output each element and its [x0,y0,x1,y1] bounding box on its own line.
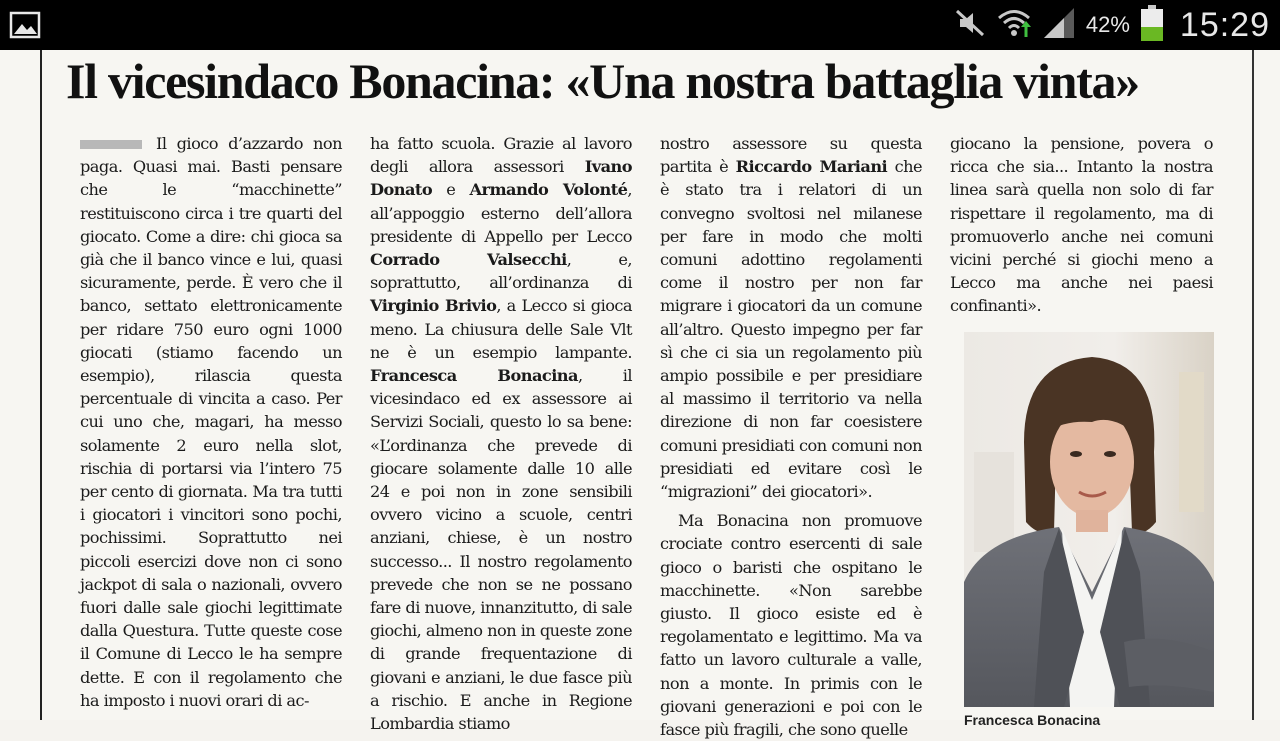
person-name: Armando Volonté [469,180,628,200]
lead-marker [80,140,142,149]
person-name: Riccardo Mariani [735,157,888,177]
article-column-4 [950,132,1213,318]
column-text: Ma Bonacina non promuove crociate contro esercenti di sale gioco o baristi che ospitano le macchinette. «Non sarebbe giusto. Il gioco esiste ed è regolamentato e legittimo. Ma va fatto un lavoro culturale a valle, non a monte. In primis con le giovani generazioni e poi con le fasce più fragili, che sono quelle [660,511,922,740]
page-border [40,50,42,720]
column-text: , il vicesindaco ed ex assessore ai Servizi Sociali, questo lo sa bene: «L’ordinanza che prevede di giocare solamente dalle 10 alle 24 e poi non in zone sensibili ovvero vicino a scuole, centri anziani, chiese, è un nostro successo... Il nostro regolamento prevede che non se ne possano fare di nuove, innanzitutto, di sale giochi, almeno non in queste zone di grande frequentazione di giovani e anziani, le due fasce più a rischio. E anche in Regione Lombardia stiamo [370,366,633,734]
battery-percent: 42% [1085,12,1130,37]
article-column-2 [370,132,632,735]
person-name: Francesca Bonacina [370,366,578,386]
article-column-3 [660,132,922,741]
newspaper-page[interactable] [0,50,1280,740]
clock: 15:29 [1179,5,1270,44]
status-bar [0,0,1280,50]
headline: Il vicesindaco Bonacina: «Una nostra battaglia vinta» [66,53,1139,109]
column-text: che è stato tra i relatori di un convegno svoltosi nel milanese per fare in modo che molti comuni adottino regolamenti come il nostro per non far migrare i giocatori da un comune all’altro. Questo impegno per far sì che ci sia un regolamento più ampio possibile e per presidiare al massimo il territorio va nella direzione di non far coesistere comuni presidiati con comuni non presidiati ed evitare così le “migrazioni” dei giocatori». [660,157,922,502]
photo-caption: Francesca Bonacina [964,712,1101,728]
person-name: Virginio Brivio [370,296,497,316]
column-text: , all’appoggio esterno dell’allora presidente di Appello per Lecco [370,180,632,246]
column-text: Il gioco d’azzardo non paga. Quasi mai. Basti pensare che le “macchinette” restituiscono circa i tre quarti del giocato. Come a dire: chi gioca sa già che il banco vince e lui, quasi sicuramente, perde. È vero che il banco, settato elettronicamente per ridare 750 euro ogni 1000 giocati (stiamo facendo un esempio), rilascia questa percentuale di vincita a caso. Per cui uno che, magari, ha messo solamente 2 euro nella slot, rischia di portarsi via l’intero 75 per cento di giornata. Ma tra tutti i giocatori i vincitori sono pochi, pochissimi. Soprattutto nei piccoli esercizi dove non ci sono jackpot di sala o nazionali, ovvero fuori dalle sale giochi legittimate dalla Questura. Tutte queste cose il Comune di Lecco le ha sempre dette. E con il regolamento che ha imposto i nuovi orari di ac- [80,134,342,710]
column-text: ha fatto scuola. Grazie al lavoro degli allora assessori [370,134,632,177]
mute-icon [954,7,986,44]
column-text: nostro assessore su questa partita è [660,134,922,177]
person-name: Corrado Valsecchi [370,250,567,270]
wifi-icon [996,5,1032,46]
status-icons [954,0,1270,50]
battery-icon [1140,5,1164,46]
person-name: Ivano Donato [370,157,632,200]
article-column-1 [80,132,342,712]
signal-icon [1042,6,1076,45]
column-text: giocano la pensione, povera o ricca che sia... Intanto la nostra linea sarà quella non solo di far rispettare il regolamento, ma di promuoverlo anche nei comuni vicini perché si giochi meno a Lecco ma anche nei paesi confinanti». [950,134,1213,316]
page-border [1252,50,1254,720]
column-text: , a Lecco si gioca meno. La chiusura delle Sale Vlt ne è un esempio lampante. [370,296,633,362]
gallery-icon [10,12,40,38]
column-text: e [432,180,470,200]
portrait-photo [964,332,1214,707]
column-text: , e, soprattutto, all’ordinanza di [370,250,632,293]
